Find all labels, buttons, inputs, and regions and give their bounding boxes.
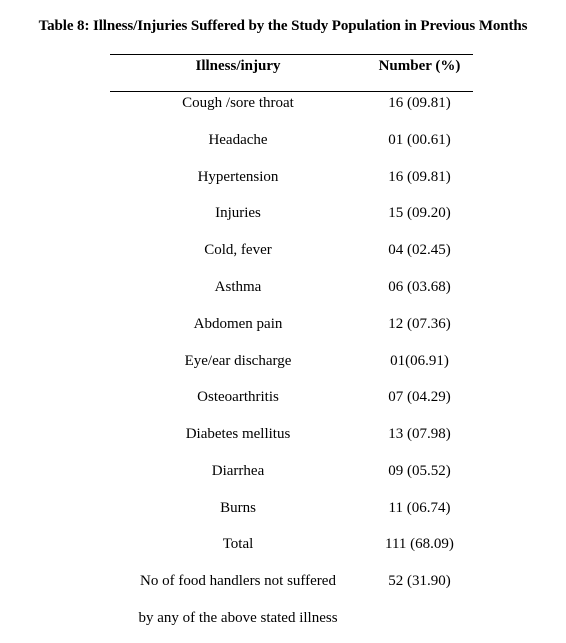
illness-cell: Burns (220, 500, 256, 516)
illness-cell: Osteoarthritis (197, 389, 279, 405)
table-title: Table 8: Illness/Injuries Suffered by the Study Population in Previous Months (38, 18, 528, 34)
number-cell: 111 (68.09) (385, 536, 454, 552)
number-cell: 04 (02.45) (388, 242, 451, 258)
footer-line-2: by any of the above stated illness (138, 610, 338, 626)
illness-cell: Cold, fever (204, 242, 272, 258)
number-cell: 52 (31.90) (388, 573, 451, 589)
number-cell: 13 (07.98) (388, 426, 451, 442)
number-cell: 11 (06.74) (388, 500, 451, 516)
illness-cell: Diabetes mellitus (185, 426, 291, 442)
illness-cell: Injuries (215, 205, 261, 221)
footer-line-1: No of food handlers not suffered (140, 573, 336, 589)
illness-cell: Headache (208, 132, 268, 148)
number-cell: 06 (03.68) (388, 279, 451, 295)
number-cell: 15 (09.20) (388, 205, 451, 221)
number-cell: 01 (00.61) (388, 132, 451, 148)
illness-cell: Hypertension (197, 169, 279, 185)
table-top-rule (110, 54, 473, 55)
illness-cell: Total (222, 536, 254, 552)
number-cell: 01(06.91) (390, 353, 449, 369)
number-cell: 16 (09.81) (388, 95, 451, 111)
illness-cell: Eye/ear discharge (184, 353, 292, 369)
illness-cell: Abdomen pain (193, 316, 283, 332)
header-illness: Illness/injury (195, 58, 281, 74)
table-header-rule (110, 91, 473, 92)
illness-cell: Diarrhea (211, 463, 265, 479)
illness-cell: Cough /sore throat (182, 95, 294, 111)
number-cell: 09 (05.52) (388, 463, 451, 479)
number-cell: 16 (09.81) (388, 169, 451, 185)
illness-cell: Asthma (214, 279, 262, 295)
header-number: Number (%) (378, 58, 461, 74)
number-cell: 12 (07.36) (388, 316, 451, 332)
number-cell: 07 (04.29) (388, 389, 451, 405)
